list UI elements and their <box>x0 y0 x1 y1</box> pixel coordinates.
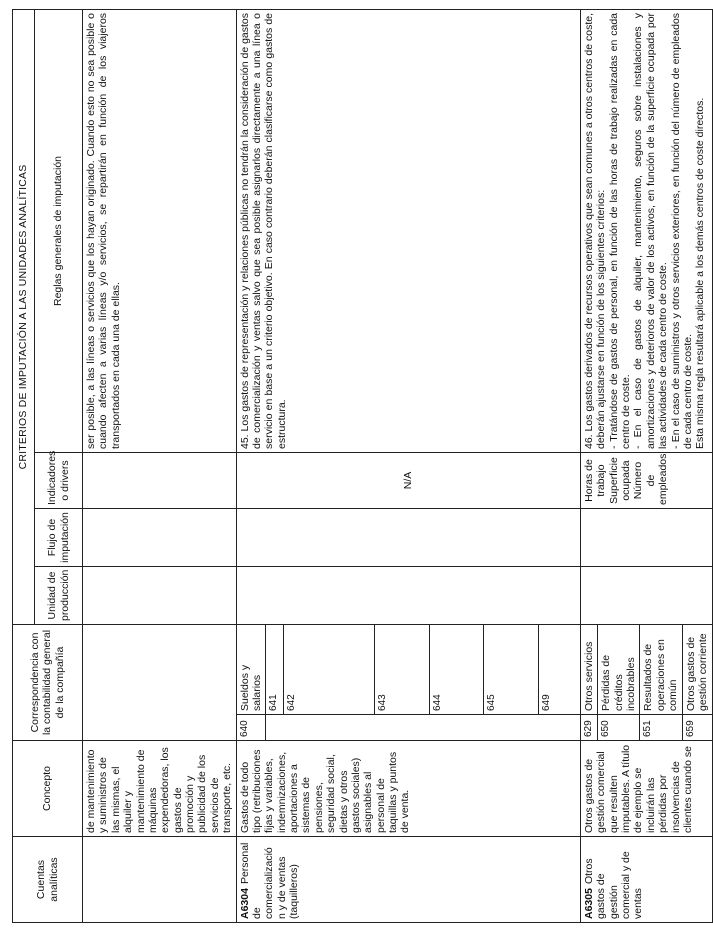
reglas-cell: 45. Los gastos de representación y relaciones públicas no tendrán la consideración de gastos de comercialización y ventas salvo que sea posible asignarlos directamente a una línea o servicio en base a un criterio objetivo. En caso contrario deberán clasificarse como gastos de estructura. <box>236 9 580 452</box>
table-row <box>236 9 266 922</box>
gl-code: 650 <box>598 715 640 741</box>
gl-code: 641 <box>266 625 283 715</box>
flujo-cell <box>236 509 580 567</box>
gl-label: Resultados de operaciones en común <box>640 625 682 715</box>
flujo-cell <box>580 509 712 567</box>
unidad-cell <box>580 567 712 625</box>
regla-46-alquiler: - En el caso de gastos de alquiler, mantenimiento, seguros sobre instalaciones y amortizaciones y deterioros de valor de los activos, en función de la superficie ocupada por las actividades de cada centro de coste. <box>632 12 670 449</box>
concepto-text: Otros gastos de gestión comercial que resulten imputables. A título de ejemplo se incluirán las pérdidas por insolvencias de clientes cuando se <box>582 744 694 833</box>
reglas-cell <box>580 9 712 452</box>
col-header-unidad: Unidad de producción <box>35 567 83 625</box>
table-title: CRITERIOS DE IMPUTACIÓN A LAS UNIDADES ANALÍTICAS <box>13 9 35 624</box>
account-name: Otros gastos de gestión comercial y de ventas <box>582 851 645 919</box>
regla-46-personal: - Tratándose de gastos de personal, en función de las horas de trabajo realizadas en cada centro de coste. <box>607 12 632 449</box>
unidad-cell <box>83 567 237 625</box>
gl-label: Otros servicios <box>580 625 597 715</box>
gl-label: Otros gastos de gestión corriente <box>682 625 712 715</box>
indicador-horas: Horas de trabajo <box>582 459 608 502</box>
concepto-cell-a6304 <box>266 715 581 741</box>
regla-46-aplicable: Esta misma regla resultará aplicable a los demás centros de coste directos. <box>694 97 707 449</box>
indicador-superficie: Superficie ocupada <box>607 457 632 504</box>
gl-code: 629 <box>580 715 597 741</box>
concepto-cell: de mantenimiento y suministros de las mismas, el alquiler y mantenimiento de máquinas expendedoras, los gastos de promoción y publicidad de los servicios de transporte, etc. <box>83 741 237 837</box>
account-name-cell <box>580 741 712 837</box>
col-header-correspondencia: Correspondencia con la contabilidad general de la compañía <box>13 625 83 741</box>
unidad-cell <box>236 567 580 625</box>
account-name-cell <box>236 741 580 837</box>
indicador-empleados: Número de empleados <box>632 453 670 505</box>
col-header-cuentas: Cuentas analíticas <box>13 837 83 923</box>
imputation-criteria-table <box>12 9 713 923</box>
account-code: A6304 <box>238 888 251 919</box>
account-code: A6305 <box>582 888 595 919</box>
col-header-concepto: Concepto <box>13 741 83 837</box>
indicador-cell <box>83 453 237 509</box>
gl-code: 659 <box>682 715 712 741</box>
account-cell-a6305 <box>580 837 712 923</box>
gl-code: 643 <box>375 625 430 715</box>
indicador-cell: N/A <box>236 453 580 509</box>
table-row <box>83 9 237 922</box>
flujo-cell <box>83 509 237 567</box>
gl-code: 642 <box>283 625 375 715</box>
account-cell-a6304 <box>236 837 580 923</box>
cuenta-cell <box>83 837 237 923</box>
gl-code: 649 <box>538 625 580 715</box>
indicador-cell <box>580 453 712 509</box>
regla-46-intro: 46. Los gastos derivados de recursos operativos que sean comunes a otros centros de coste, deberán ajustarse en función de los siguientes criterios: <box>582 12 608 449</box>
table-row <box>580 9 597 922</box>
gl-label: Sueldos y salarios <box>236 625 266 715</box>
correspondencia-cell <box>83 625 237 741</box>
col-header-indicadores: Indicadores o drivers <box>35 453 83 509</box>
gl-label: Pérdidas de créditos incobrables <box>598 625 640 715</box>
gl-code: 651 <box>640 715 682 741</box>
account-name: Personal de comercializació n y de ventas (taquilleros) <box>238 842 300 919</box>
reglas-cell: ser posible, a las líneas o servicios que los hayan originado. Cuando esto no sea posible o cuando afecten a varias líneas y/o servicios, se repartirán en función de los viajeros transportados en cada una de ellas. <box>83 9 237 452</box>
concepto-text: Gastos de todo tipo (retribuciones fijas y variables, indemnizaciones, aportaciones a sistemas de pensiones, seguridad social, dietas y otros gastos sociales) asignables al personal de taquillas y puntos de venta. <box>238 749 412 833</box>
regla-46-suministros: - En el caso de suministros y otros servicios exteriores, en función del número de empleados de cada centro de coste. <box>669 12 694 449</box>
col-header-flujo: Flujo de imputación <box>35 509 83 567</box>
gl-code: 644 <box>429 625 484 715</box>
gl-code: 645 <box>484 625 539 715</box>
col-header-reglas: Reglas generales de imputación <box>35 9 83 452</box>
gl-code: 640 <box>236 715 266 741</box>
